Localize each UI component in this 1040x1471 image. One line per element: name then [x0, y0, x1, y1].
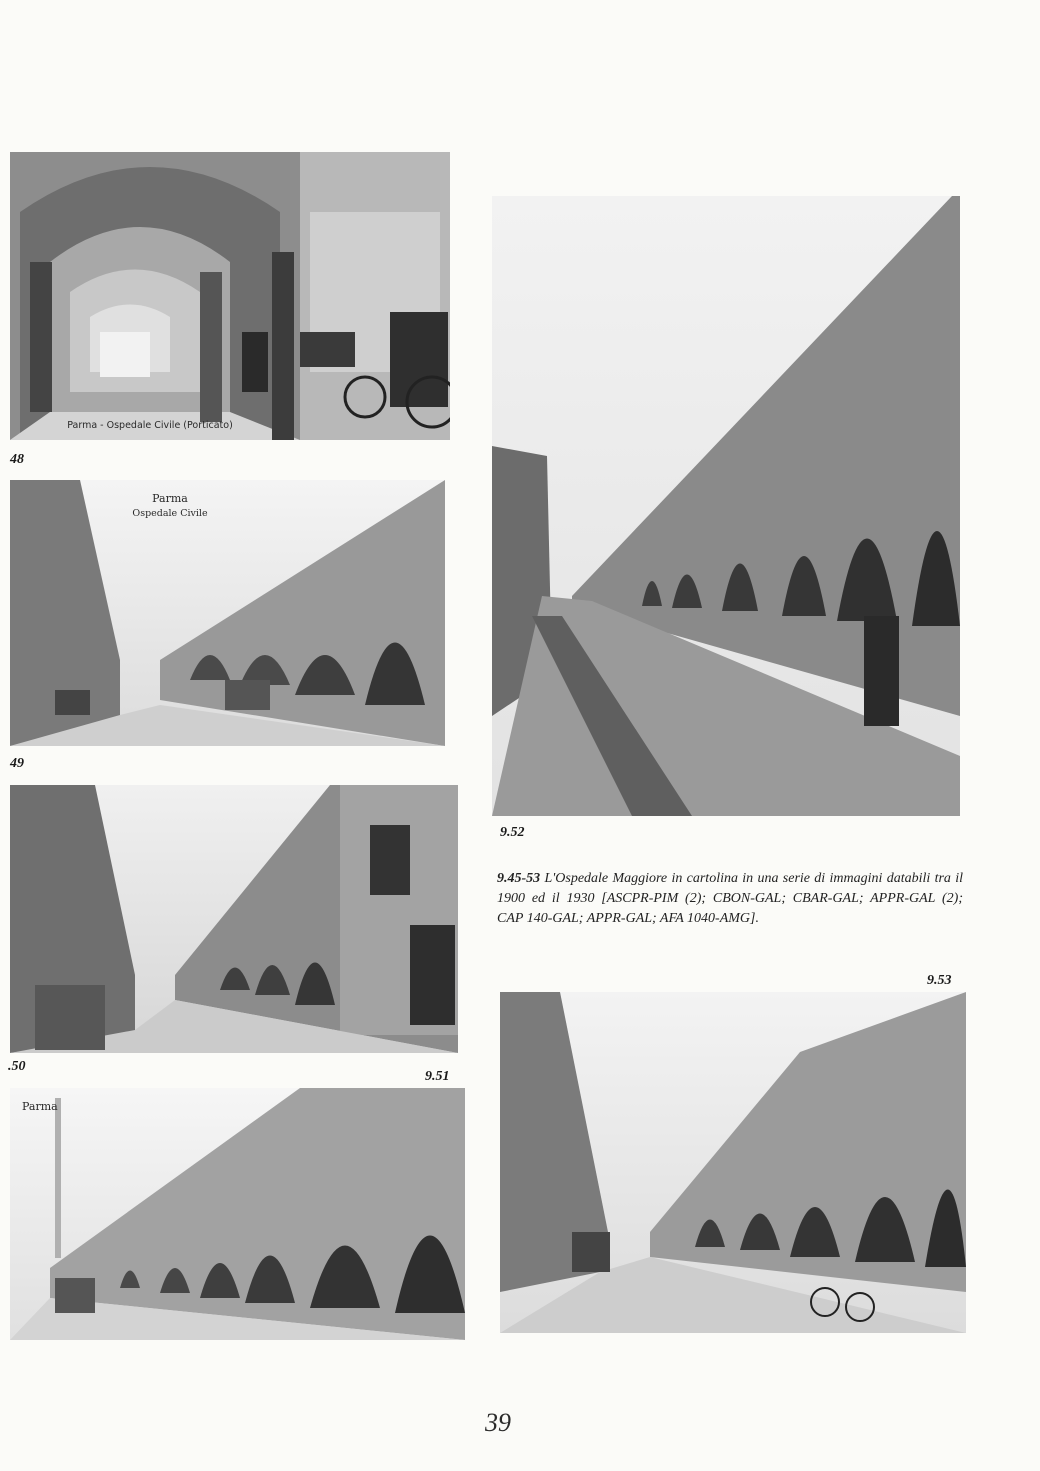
- photo-50-label: .50: [8, 1059, 26, 1074]
- page-number: 39: [485, 1408, 511, 1437]
- street-illustration-53: [500, 992, 966, 1333]
- photo-49: [10, 480, 445, 746]
- photo-49-subtitle: Ospedale Civile: [132, 508, 208, 519]
- photo-49-label: 49: [10, 756, 24, 771]
- photo-52-label: 9.52: [500, 825, 525, 840]
- photo-50: [10, 785, 458, 1053]
- photo-51-label: 9.51: [425, 1069, 450, 1084]
- photo-51: [10, 1088, 465, 1340]
- photo-48: [10, 152, 450, 440]
- caption-text: L'Ospedale Maggiore in cartolina in una serie di immagini databili tra il 1900 ed il 1930 [ASCPR-PIM (2); CBON-GAL; CBAR-GAL; APPR-GAL (2); CAP 140-GAL; APPR-GAL; AFA 1040-AMG].: [497, 871, 963, 926]
- photo-51-title: Parma: [22, 1100, 58, 1113]
- photo-53: [500, 992, 966, 1333]
- street-illustration-49: [10, 480, 445, 746]
- caption-block: [497, 869, 963, 929]
- photo-48-label: 48: [10, 452, 24, 467]
- street-illustration-51: [10, 1088, 465, 1340]
- street-illustration-50: [10, 785, 458, 1053]
- street-illustration-52: [492, 196, 960, 816]
- caption-ref: 9.45-53: [497, 871, 541, 886]
- photo-49-title: Parma: [152, 492, 188, 505]
- photo-52: [492, 196, 960, 816]
- arcade-illustration: [10, 152, 450, 440]
- photo-53-label: 9.53: [927, 973, 952, 988]
- photo-48-caption: Parma - Ospedale Civile (Porticato): [67, 420, 233, 431]
